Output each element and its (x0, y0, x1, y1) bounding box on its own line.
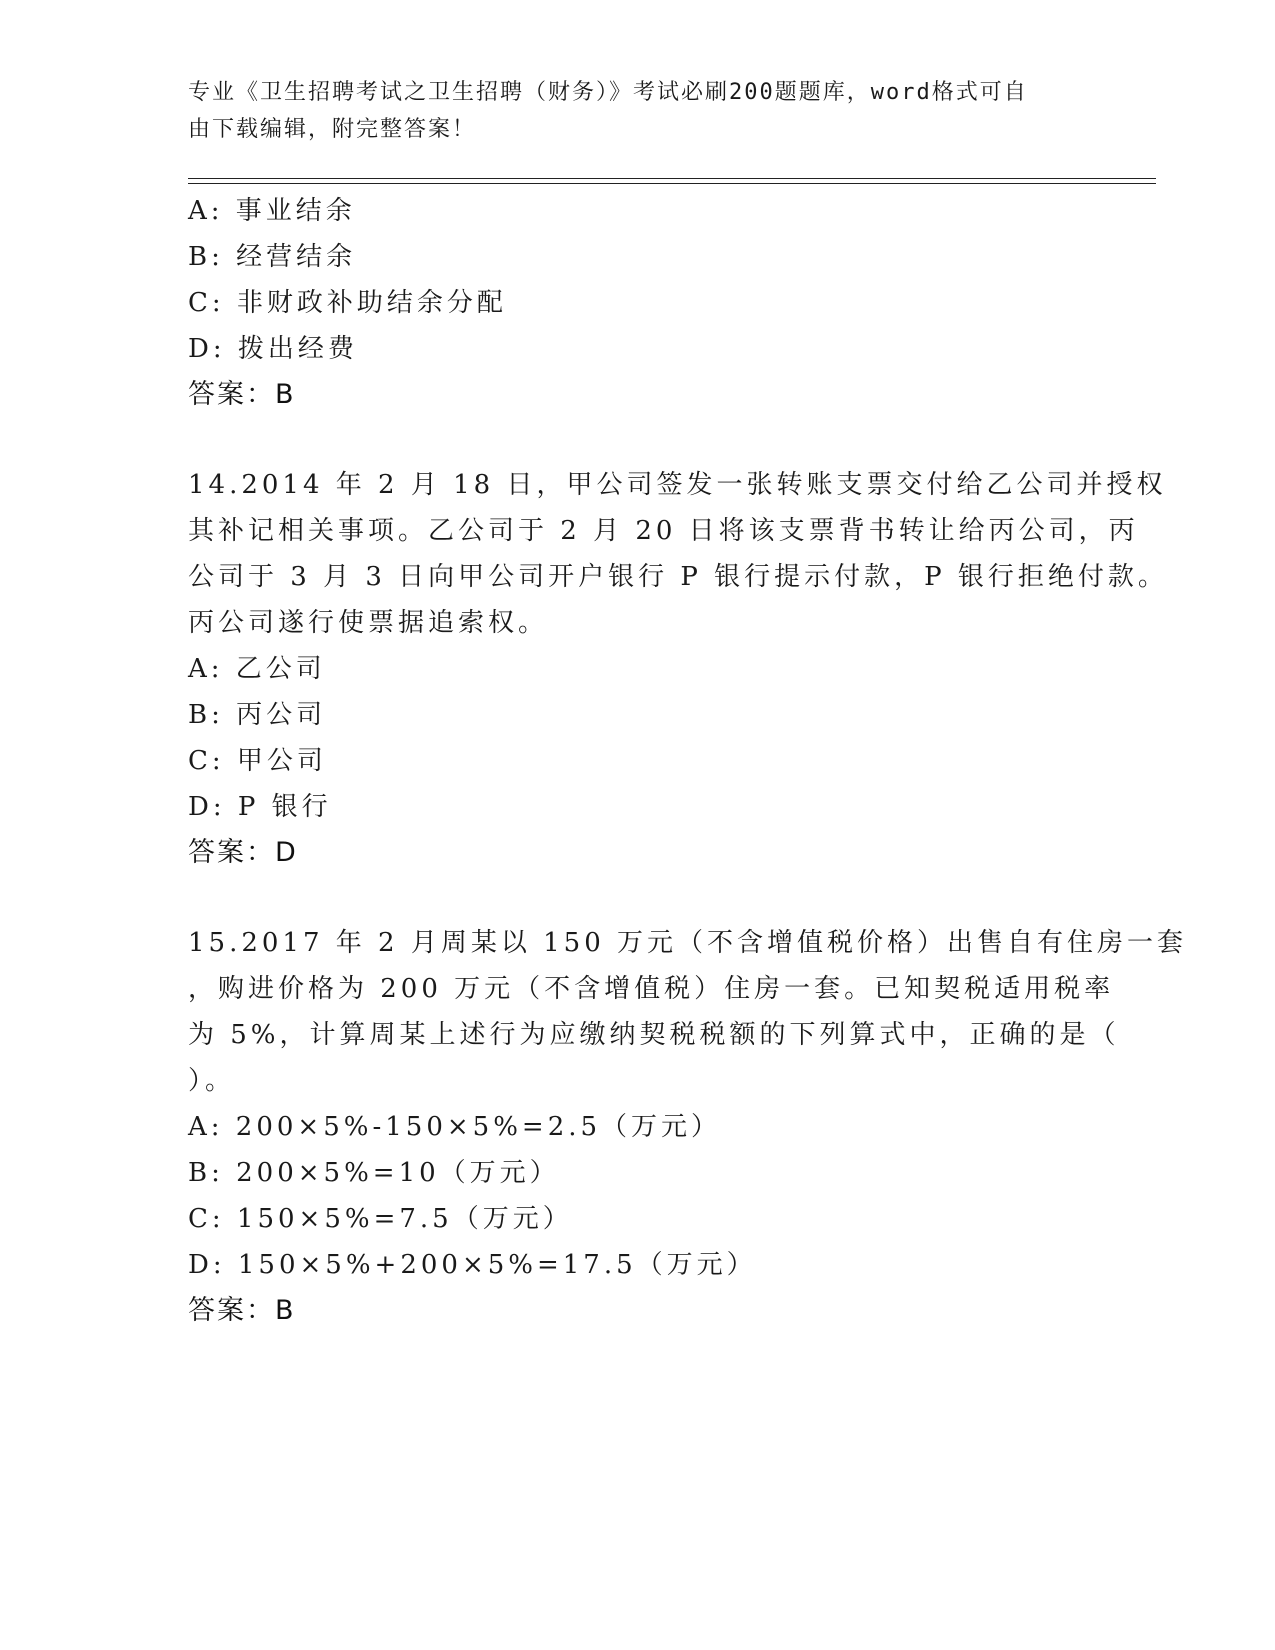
question-stem-line: 为 5%，计算周某上述行为应缴纳契税税额的下列算式中，正确的是（ (188, 1020, 1120, 1050)
option-a: A: 乙公司 (188, 654, 326, 684)
answer-label: 答案：B (188, 1295, 296, 1326)
option-d: D: P 银行 (188, 792, 332, 822)
option-a: A: 200×5%-150×5%=2.5（万元） (188, 1112, 722, 1142)
question-list (188, 188, 1188, 1334)
spacer (188, 876, 1088, 920)
option-c: C: 150×5%=7.5（万元） (188, 1204, 573, 1234)
option-c: C: 非财政补助结余分配 (188, 288, 507, 318)
question-stem-line: 15.2017 年 2 月周某以 150 万元（不含增值税价格）出售自有住房一套 (188, 928, 1188, 958)
option-c: C: 甲公司 (188, 746, 327, 776)
option-b: B: 丙公司 (188, 700, 327, 730)
question-stem-line: ）。 (188, 1066, 236, 1096)
question-stem-line: 丙公司遂行使票据追索权。 (188, 608, 549, 638)
option-d: D: 拨出经费 (188, 334, 358, 364)
option-b: B: 经营结余 (188, 242, 357, 272)
header-line-2: 由下载编辑，附完整答案！ (188, 117, 477, 142)
question-13 (188, 188, 1088, 418)
answer-label: 答案：D (188, 837, 298, 868)
question-stem-line: ，购进价格为 200 万元（不含增值税）住房一套。已知契税适用税率 (188, 974, 1115, 1004)
header-divider-bottom (188, 183, 1156, 184)
question-stem-line: 14.2014 年 2 月 18 日，甲公司签发一张转账支票交付给乙公司并授权 (188, 470, 1167, 500)
header-divider-top (188, 178, 1156, 179)
option-a: A: 事业结余 (188, 196, 356, 226)
spacer (188, 418, 1088, 462)
option-d: D: 150×5%+200×5%=17.5（万元） (188, 1250, 757, 1280)
answer-label: 答案：B (188, 379, 296, 410)
document-header (188, 74, 1068, 148)
question-15 (188, 920, 1188, 1334)
header-line-1: 专业《卫生招聘考试之卫生招聘（财务）》考试必刷200题题库，word格式可自 (188, 80, 1028, 105)
question-stem-line: 公司于 3 月 3 日向甲公司开户银行 P 银行提示付款，P 银行拒绝付款。 (188, 562, 1168, 592)
question-stem-line: 其补记相关事项。乙公司于 2 月 20 日将该支票背书转让给丙公司，丙 (188, 516, 1139, 546)
question-14 (188, 462, 1168, 876)
option-b: B: 200×5%=10（万元） (188, 1158, 560, 1188)
